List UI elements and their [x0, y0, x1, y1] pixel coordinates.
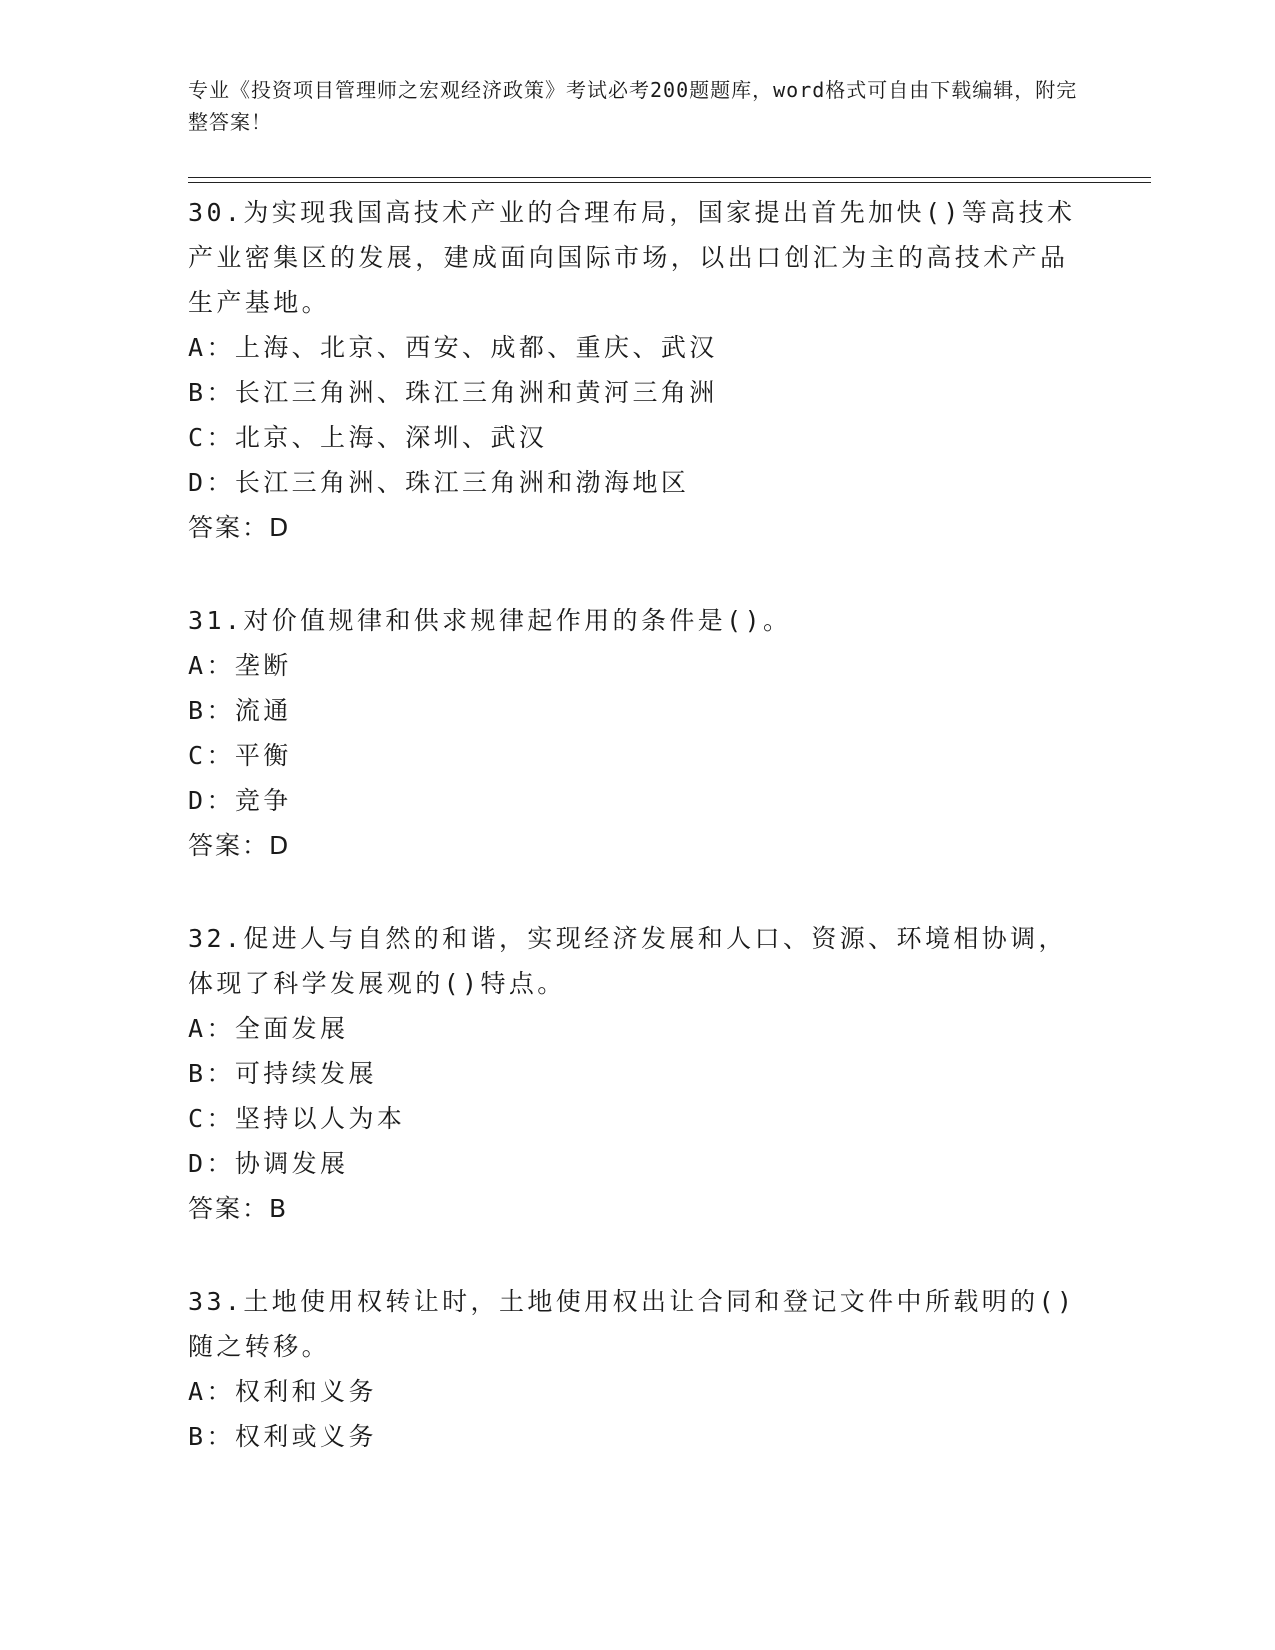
question-30: [188, 190, 1088, 550]
question-32: [188, 916, 1088, 1231]
option-a: A：全面发展: [188, 1014, 349, 1043]
header-rule-top: [188, 177, 1151, 178]
question-33: [188, 1279, 1088, 1459]
question-stem: 32.促进人与自然的和谐，实现经济发展和人口、资源、环境相协调，体现了科学发展观的()特点。: [188, 924, 1067, 998]
question-stem: 31.对价值规律和供求规律起作用的条件是()。: [188, 606, 792, 635]
document-header: 专业《投资项目管理师之宏观经济政策》考试必考200题题库，word格式可自由下载编辑，附完整答案！: [188, 78, 1078, 134]
answer-label: 答案：D: [188, 831, 291, 860]
option-b: B：长江三角洲、珠江三角洲和黄河三角洲: [188, 378, 718, 407]
option-a: A：权利和义务: [188, 1377, 377, 1406]
question-list: [188, 190, 1088, 1507]
answer-label: 答案：D: [188, 513, 291, 542]
header-rule-bottom: [188, 182, 1151, 183]
question-stem: 33.土地使用权转让时，土地使用权出让合同和登记文件中所载明的()随之转移。: [188, 1287, 1076, 1361]
option-b: B：可持续发展: [188, 1059, 377, 1088]
option-d: D：长江三角洲、珠江三角洲和渤海地区: [188, 468, 690, 497]
question-stem: 30.为实现我国高技术产业的合理布局，国家提出首先加快()等高技术产业密集区的发展，建成面向国际市场，以出口创汇为主的高技术产品生产基地。: [188, 198, 1076, 317]
option-d: D：竞争: [188, 786, 292, 815]
option-c: C：北京、上海、深圳、武汉: [188, 423, 548, 452]
option-a: A：上海、北京、西安、成都、重庆、武汉: [188, 333, 718, 362]
option-b: B：权利或义务: [188, 1422, 377, 1451]
answer-label: 答案：B: [188, 1194, 289, 1223]
option-b: B：流通: [188, 696, 292, 725]
option-c: C：坚持以人为本: [188, 1104, 406, 1133]
question-31: [188, 598, 1088, 868]
option-a: A：垄断: [188, 651, 292, 680]
option-d: D：协调发展: [188, 1149, 349, 1178]
option-c: C：平衡: [188, 741, 292, 770]
